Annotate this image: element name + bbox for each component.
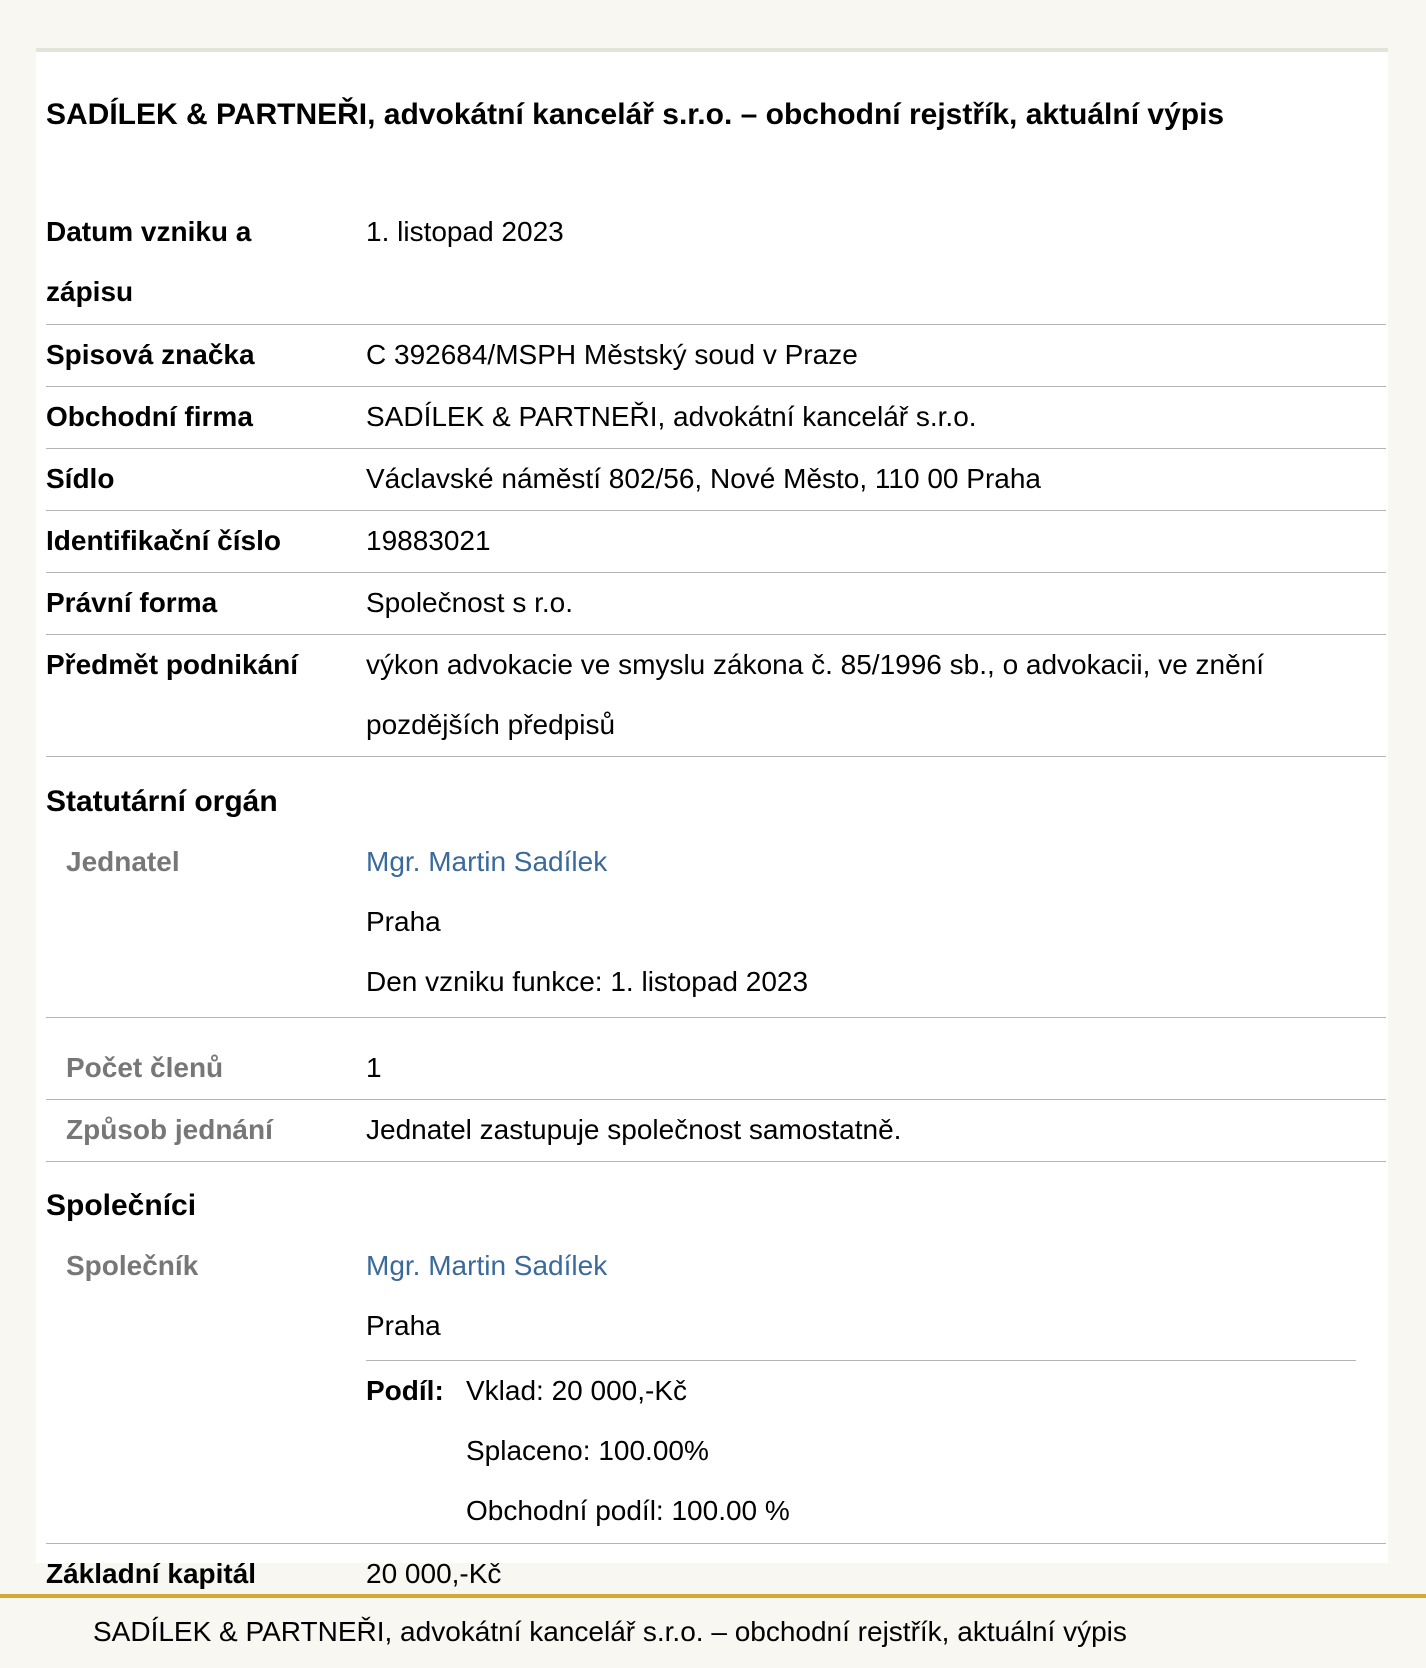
spolecnik-city: Praha	[366, 1310, 441, 1341]
row-pravni-forma	[46, 573, 1386, 635]
identifikacni-cislo-label: Identifikační číslo	[46, 525, 281, 556]
jednatel-name-link[interactable]: Mgr. Martin Sadílek	[366, 846, 608, 877]
spisova-znacka-label: Spisová značka	[46, 339, 255, 370]
jednatel-city: Praha	[366, 906, 441, 937]
sidlo-label: Sídlo	[46, 463, 115, 494]
predmet-podnikani-value: výkon advokacie ve smyslu zákona č. 85/1996 sb., o advokacii, ve znění pozdějších předpisů	[366, 649, 1265, 740]
row-sidlo	[46, 449, 1386, 511]
spisova-znacka-value: C 392684/MSPH Městský soud v Praze	[366, 339, 858, 370]
datum-vzniku-value: 1. listopad 2023	[366, 216, 564, 247]
pocet-clenu-value: 1	[366, 1052, 382, 1083]
pravni-forma-value: Společnost s r.o.	[366, 587, 574, 618]
spolecnik-name-link[interactable]: Mgr. Martin Sadílek	[366, 1250, 608, 1281]
spolecnik-share	[366, 1360, 1356, 1543]
sidlo-value: Václavské náměstí 802/56, Nové Město, 110 00 Praha	[366, 463, 1041, 494]
zakladni-kapital-value: 20 000,-Kč	[366, 1558, 502, 1589]
register-extract-card	[36, 48, 1388, 1589]
row-spolecnik	[46, 1236, 1386, 1544]
datum-vzniku-label: Datum vzniku a zápisu	[46, 216, 252, 307]
identifikacni-cislo-value: 19883021	[366, 525, 491, 556]
pocet-clenu-label: Počet členů	[66, 1052, 224, 1083]
predmet-podnikani-label: Předmět podnikání	[46, 649, 299, 680]
row-jednatel	[46, 832, 1386, 1018]
row-pocet-clenu	[46, 1018, 1386, 1100]
share-vklad: Vklad: 20 000,-Kč	[466, 1375, 688, 1406]
footer	[0, 1594, 1426, 1668]
zpusob-jednani-value: Jednatel zastupuje společnost samostatně.	[366, 1114, 902, 1145]
share-label: Podíl:	[366, 1375, 444, 1406]
share-splaceno: Splaceno: 100.00%	[466, 1435, 709, 1466]
row-datum-vzniku	[46, 202, 1386, 325]
row-spisova-znacka	[46, 325, 1386, 387]
page-title: SADÍLEK & PARTNEŘI, advokátní kancelář s.r.o. – obchodní rejstřík, aktuální výpis	[46, 98, 1225, 131]
statutarni-organ-heading: Statutární orgán	[46, 785, 278, 818]
share-obchodni-podil: Obchodní podíl: 100.00 %	[466, 1495, 790, 1526]
spolecnici-heading: Společníci	[46, 1189, 197, 1222]
obchodni-firma-value: SADÍLEK & PARTNEŘI, advokátní kancelář s.r.o.	[366, 401, 977, 432]
jednatel-label: Jednatel	[66, 846, 180, 877]
row-obchodni-firma	[46, 387, 1386, 449]
share-values	[466, 1361, 790, 1541]
footer-title: SADÍLEK & PARTNEŘI, advokátní kancelář s.r.o. – obchodní rejstřík, aktuální výpis	[93, 1616, 1127, 1647]
jednatel-since: Den vzniku funkce: 1. listopad 2023	[366, 966, 809, 997]
row-zpusob-jednani	[46, 1100, 1386, 1162]
pravni-forma-label: Právní forma	[46, 587, 218, 618]
spolecnik-label: Společník	[66, 1250, 199, 1281]
obchodni-firma-label: Obchodní firma	[46, 401, 253, 432]
row-identifikacni-cislo	[46, 511, 1386, 573]
zpusob-jednani-label: Způsob jednání	[66, 1114, 273, 1145]
zakladni-kapital-label: Základní kapitál	[46, 1558, 257, 1589]
row-predmet-podnikani	[46, 635, 1386, 757]
